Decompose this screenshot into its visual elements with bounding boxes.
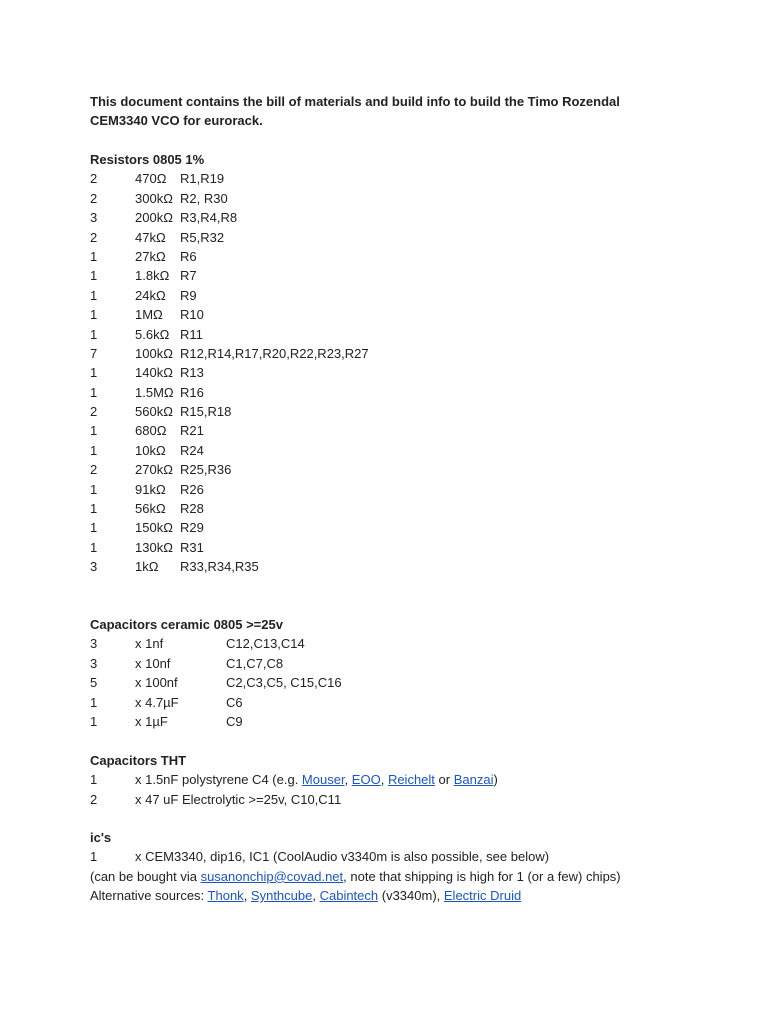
resistor-row (90, 208, 748, 227)
resistor-row (90, 538, 748, 557)
buy-info-line (90, 867, 748, 886)
resistor-row-qty: 1 (90, 501, 98, 517)
synthcube-link[interactable]: Synthcube (250, 888, 313, 904)
resistor-row (90, 499, 748, 518)
resistor-row-value: 200kΩ (135, 210, 173, 226)
resistor-row-refs: R31 (180, 539, 204, 555)
capacitor-row-qty: 3 (90, 636, 98, 652)
mouser-link[interactable]: Mouser (301, 772, 345, 788)
resistor-row-value: 24kΩ (135, 287, 166, 303)
susanonchip-email-link[interactable]: susanonchip@covad.net (200, 868, 344, 884)
capacitor-row-value: x 100nf (135, 675, 178, 691)
resistor-row-refs: R26 (180, 481, 204, 497)
capacitors-ceramic-section (90, 615, 748, 731)
resistor-row (90, 247, 748, 266)
buy-info-post: , note that shipping is high for 1 (or a few) chips) (343, 868, 621, 884)
alt-sources-label: Alternative sources: (90, 888, 208, 904)
separator: , (344, 772, 352, 788)
resistor-row (90, 286, 748, 305)
resistor-row-qty: 1 (90, 442, 98, 458)
resistor-row-value: 300kΩ (135, 190, 173, 206)
capacitor-row-refs: C2,C3,C5, C15,C16 (226, 675, 342, 691)
resistor-row-value: 130kΩ (135, 539, 173, 555)
resistor-row-qty: 2 (90, 229, 98, 245)
resistor-row-refs: R16 (180, 384, 204, 400)
resistor-row (90, 266, 748, 285)
capacitor-row-refs: C12,C13,C14 (226, 636, 305, 652)
capacitors-tht-section (90, 751, 748, 809)
resistor-row-value: 5.6kΩ (135, 326, 170, 342)
resistor-row (90, 363, 748, 382)
resistor-row-value: 1.5MΩ (135, 384, 174, 400)
resistor-row-refs: R10 (180, 307, 204, 323)
resistor-row-value: 680Ω (135, 423, 167, 439)
tht-row (90, 770, 748, 789)
resistor-row-refs: R29 (180, 520, 204, 536)
resistor-row-refs: R2, R30 (180, 190, 228, 206)
resistor-row-value: 1MΩ (135, 307, 163, 323)
capacitor-row (90, 673, 748, 692)
tht-row-1-desc: x 1.5nF polystyrene C4 (e.g. (135, 772, 302, 788)
resistor-row-refs: R3,R4,R8 (180, 210, 238, 226)
resistor-row-value: 270kΩ (135, 462, 173, 478)
resistor-row-value: 27kΩ (135, 248, 166, 264)
capacitor-row-qty: 1 (90, 694, 98, 710)
banzai-link[interactable]: Banzai (453, 772, 494, 788)
resistor-row-qty: 3 (90, 559, 98, 575)
resistor-row-value: 56kΩ (135, 501, 166, 517)
resistor-row-qty: 7 (90, 345, 98, 361)
capacitor-row-refs: C1,C7,C8 (226, 655, 284, 671)
resistor-row-qty: 2 (90, 190, 98, 206)
resistor-row-qty: 2 (90, 462, 98, 478)
resistor-row-value: 10kΩ (135, 442, 166, 458)
resistor-row-qty: 1 (90, 248, 98, 264)
resistor-row (90, 402, 748, 421)
resistor-row-qty: 1 (90, 423, 98, 439)
capacitor-row-value: x 1µF (135, 713, 168, 729)
resistor-row-value: 470Ω (135, 171, 167, 187)
cabintech-link[interactable]: Cabintech (319, 888, 379, 904)
resistor-row-refs: R24 (180, 442, 204, 458)
resistor-row-qty: 2 (90, 404, 98, 420)
ic-row-text: x CEM3340, dip16, IC1 (CoolAudio v3340m is also possible, see below) (135, 849, 550, 865)
intro-line-2: CEM3340 VCO for eurorack. (90, 113, 263, 129)
resistor-row-qty: 1 (90, 365, 98, 381)
resistor-row-qty: 1 (90, 520, 98, 536)
resistor-list (90, 169, 748, 576)
resistor-row (90, 480, 748, 499)
resistor-row-value: 150kΩ (135, 520, 173, 536)
capacitor-row (90, 654, 748, 673)
resistor-row (90, 441, 748, 460)
separator: , (243, 888, 251, 904)
resistor-row-refs: R13 (180, 365, 204, 381)
resistor-row-value: 140kΩ (135, 365, 173, 381)
capacitor-row-value: x 10nf (135, 655, 171, 671)
resistor-row-qty: 2 (90, 171, 98, 187)
ic-row-qty: 1 (90, 849, 98, 865)
resistor-row-qty: 3 (90, 210, 98, 226)
capacitor-row (90, 693, 748, 712)
resistor-row-qty: 1 (90, 384, 98, 400)
capacitors-tht-heading: Capacitors THT (90, 753, 187, 768)
resistor-row-value: 1.8kΩ (135, 268, 170, 284)
thonk-link[interactable]: Thonk (207, 888, 244, 904)
separator: or (434, 772, 454, 788)
alt-sources-mid: (v3340m), (378, 888, 444, 904)
resistor-row-refs: R7 (180, 268, 197, 284)
resistor-row (90, 460, 748, 479)
intro-line-1: This document contains the bill of materials and build info to build the Timo Rozendal (90, 94, 620, 109)
reichelt-link[interactable]: Reichelt (387, 772, 435, 788)
resistor-row-refs: R12,R14,R17,R20,R22,R23,R27 (180, 345, 369, 361)
buy-info-pre: (can be bought via (90, 868, 201, 884)
alternative-sources-line (90, 886, 748, 905)
resistor-row (90, 325, 748, 344)
resistor-row-qty: 1 (90, 326, 98, 342)
resistor-row-value: 560kΩ (135, 404, 173, 420)
resistor-row (90, 228, 748, 247)
resistor-row-value: 47kΩ (135, 229, 166, 245)
resistor-row (90, 383, 748, 402)
ics-heading: ic's (90, 830, 112, 845)
resistor-row-qty: 1 (90, 287, 98, 303)
resistor-row-refs: R21 (180, 423, 204, 439)
resistor-row-qty: 1 (90, 307, 98, 323)
resistor-row-refs: R5,R32 (180, 229, 225, 245)
capacitor-row (90, 634, 748, 653)
resistor-row (90, 189, 748, 208)
eoo-link[interactable]: EOO (351, 772, 381, 788)
capacitor-row (90, 712, 748, 731)
tht-row-2-text: x 47 uF Electrolytic >=25v, C10,C11 (135, 791, 342, 807)
capacitor-row-refs: C6 (226, 694, 243, 710)
capacitor-row-qty: 3 (90, 655, 98, 671)
resistor-row (90, 518, 748, 537)
resistor-row (90, 169, 748, 188)
resistor-row-refs: R6 (180, 248, 197, 264)
resistor-row-qty: 1 (90, 539, 98, 555)
resistor-row-qty: 1 (90, 481, 98, 497)
separator: , (380, 772, 388, 788)
capacitors-ceramic-heading: Capacitors ceramic 0805 >=25v (90, 617, 283, 632)
resistor-row-value: 1kΩ (135, 559, 159, 575)
ic-row (90, 847, 748, 866)
electric-druid-link[interactable]: Electric Druid (443, 888, 522, 904)
capacitor-row-value: x 4.7µF (135, 694, 179, 710)
resistor-row-refs: R28 (180, 501, 204, 517)
intro (90, 92, 748, 131)
resistors-section (90, 150, 748, 577)
capacitor-list (90, 634, 748, 731)
resistor-row-qty: 1 (90, 268, 98, 284)
resistor-row (90, 305, 748, 324)
resistor-row (90, 421, 748, 440)
capacitor-row-qty: 1 (90, 713, 98, 729)
resistor-row (90, 344, 748, 363)
separator: , (312, 888, 320, 904)
tht-row (90, 790, 748, 809)
resistor-row (90, 557, 748, 576)
tht-row-2-qty: 2 (90, 791, 98, 807)
resistor-row-refs: R1,R19 (180, 171, 225, 187)
resistor-row-value: 100kΩ (135, 345, 173, 361)
resistor-row-refs: R11 (180, 326, 203, 342)
resistors-heading: Resistors 0805 1% (90, 152, 205, 167)
resistor-row-refs: R9 (180, 287, 197, 303)
resistor-row-refs: R15,R18 (180, 404, 232, 420)
tht-row-1-qty: 1 (90, 772, 98, 788)
resistor-row-value: 91kΩ (135, 481, 166, 497)
capacitor-row-value: x 1nf (135, 636, 164, 652)
capacitor-row-refs: C9 (226, 713, 243, 729)
ics-section (90, 828, 748, 906)
closing-paren: ) (493, 772, 498, 788)
tht-row-1-text (135, 770, 498, 789)
resistor-row-refs: R33,R34,R35 (180, 559, 259, 575)
resistor-row-refs: R25,R36 (180, 462, 232, 478)
capacitor-row-qty: 5 (90, 675, 98, 691)
